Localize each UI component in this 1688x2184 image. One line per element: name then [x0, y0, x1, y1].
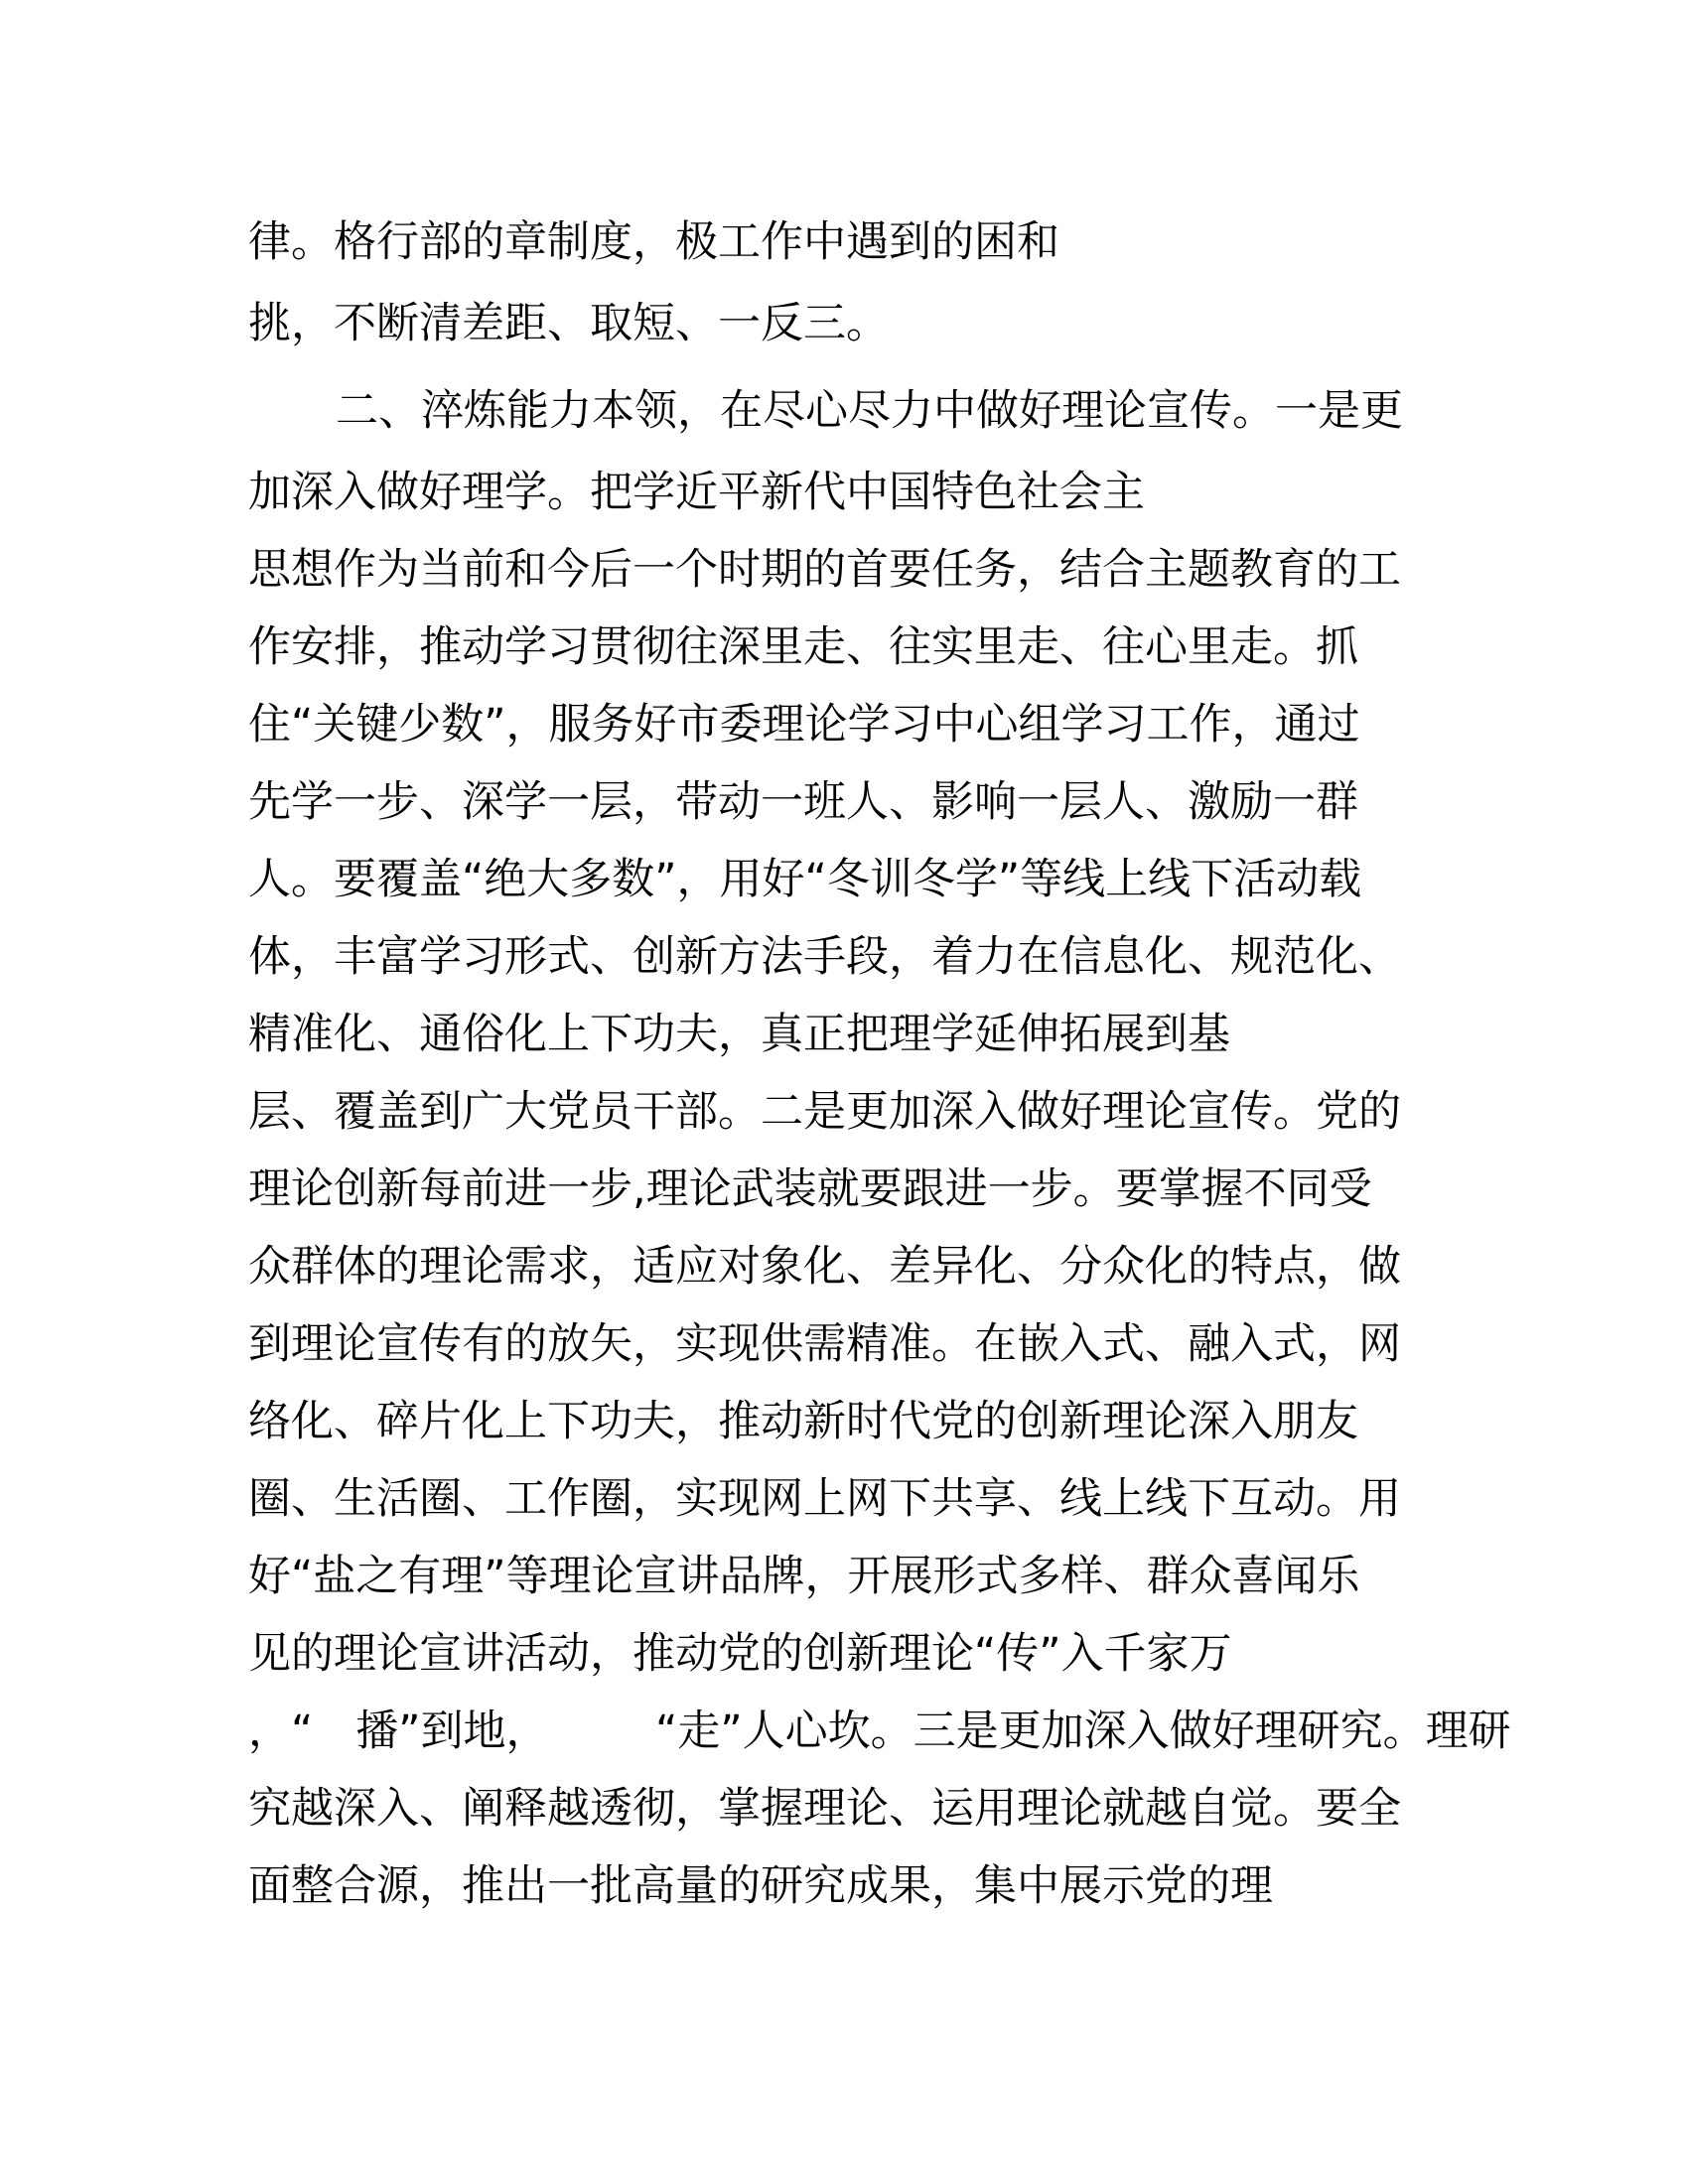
- text-line: 到理论宣传有的放矢，实现供需精准。在嵌入式、融入式，网: [248, 1319, 1401, 1369]
- text-line: 作安排，推动学习贯彻往深里走、往实里走、往心里走。抓: [248, 622, 1358, 672]
- text-line: 律。格行部的章制度，极工作中遇到的困和: [248, 217, 1059, 267]
- text-line: 络化、碎片化上下功夫，推动新时代党的创新理论深入朋友: [248, 1397, 1358, 1446]
- text-line: 好“盐之有理”等理论宣讲品牌，开展形式多样、群众喜闻乐: [248, 1552, 1360, 1601]
- text-line: 见的理论宣讲活动，推动党的创新理论“传”入千家万: [248, 1629, 1232, 1679]
- text-line: 面整合源，推出一批高量的研究成果，集中展示党的理: [248, 1861, 1273, 1911]
- text-line: 挑，不断清差距、取短、一反三。: [248, 299, 889, 348]
- text-line: 理论创新每前进一步,理论武装就要跟进一步。要掌握不同受: [248, 1164, 1372, 1214]
- text-line: 人。要覆盖“绝大多数”，用好“冬训冬学”等线上线下活动载: [248, 855, 1362, 904]
- text-line: 加深入做好理学。把学近平新代中国特色社会主: [248, 468, 1145, 517]
- text-line: 住“关键少数”，服务好市委理论学习中心组学习工作，通过: [248, 700, 1360, 750]
- paragraph-heading: 二、淬炼能力本领，在尽心尽力中做好理论宣传。一是更: [336, 386, 1403, 436]
- text-line: 体，丰富学习形式、创新方法手段，着力在信息化、规范化、: [248, 932, 1401, 982]
- text-line: 思想作为当前和今后一个时期的首要任务，结合主题教育的工: [248, 545, 1401, 595]
- text-line: 究越深入、阐释越透彻，掌握理论、运用理论就越自觉。要全: [248, 1784, 1401, 1834]
- text-line: 先学一步、深学一层，带动一班人、影响一层人、激励一群: [248, 777, 1358, 827]
- text-line: 层、覆盖到广大党员干部。二是更加深入做好理论宣传。党的: [248, 1087, 1401, 1137]
- text-line: 精准化、通俗化上下功夫，真正把理学延伸拓展到基: [248, 1010, 1230, 1059]
- text-line: 众群体的理论需求，适应对象化、差异化、分众化的特点，做: [248, 1242, 1401, 1292]
- text-line: 圈、生活圈、工作圈，实现网上网下共享、线上线下互动。用: [248, 1474, 1401, 1524]
- text-line: ，“ 播”到地， “走”人心坎。三是更加深入做好理研究。理研: [248, 1706, 1511, 1756]
